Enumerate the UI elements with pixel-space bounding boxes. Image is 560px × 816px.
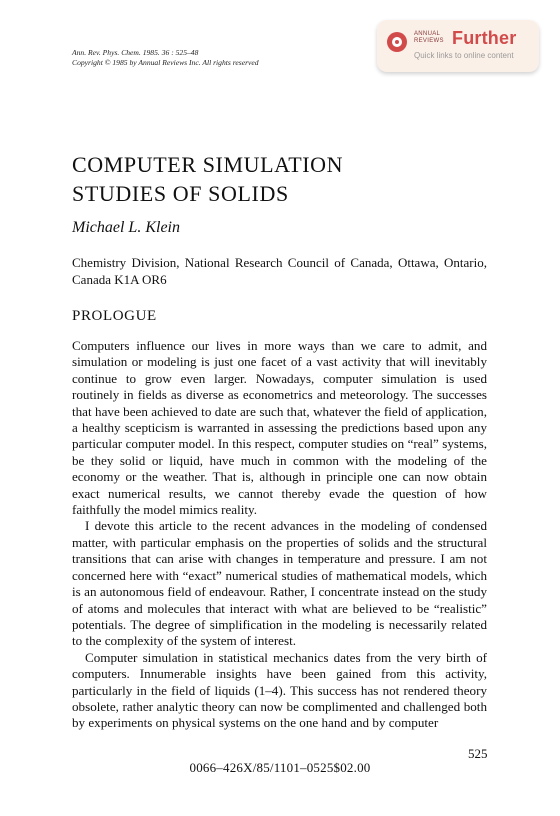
author-affiliation: Chemistry Division, National Research Council of Canada, Ottawa, Ontario, Canada K1A OR6 bbox=[72, 255, 487, 287]
title-line-2: STUDIES OF SOLIDS bbox=[72, 181, 289, 206]
further-banner[interactable] bbox=[377, 20, 539, 72]
paragraph: Computers influence our lives in more ways than we care to admit, and simulation or modeling is just one facet of a vast activity that will inevitably continue to grow even larger. Nowadays, computer simulation is used routinely in fields as diverse as econometrics and meteorology. The successes that have been achieved to date are such that, whatever the field of application, a healthy scepticism is warranted in assessing the predictions based upon any particular computer model. In this respect, computer studies on “real” systems, be they solid or liquid, have much in common with the modeling of the economy or the weather. That is, although in principle one can now obtain exact numerical results, we cannot thereby evade the question of how faithfully the model mimics reality. bbox=[72, 338, 487, 518]
banner-further-label[interactable]: Further bbox=[452, 28, 517, 48]
title-line-1: COMPUTER SIMULATION bbox=[72, 152, 344, 177]
article-title bbox=[72, 150, 343, 208]
banner-brand-line2: REVIEWS bbox=[414, 38, 444, 44]
header-meta bbox=[72, 48, 259, 68]
paragraph: I devote this article to the recent advances in the modeling of condensed matter, with particular emphasis on the properties of solids and the structural transitions that can arise with changes in temperature and pressure. I am not concerned here with “exact” numerical studies of mathematical models, which is an autonomous field of endeavour. Rather, I concentrate instead on the study of atoms and molecules that interact with what are believed to be “realistic” potentials. The degree of simplification in the modeling is necessarily related to the complexity of the system of interest. bbox=[72, 518, 487, 649]
copyright-notice: Copyright © 1985 by Annual Reviews Inc. All rights reserved bbox=[72, 58, 259, 67]
paragraph: Computer simulation in statistical mechanics dates from the very birth of computers. Innumerable insights have been gained from this activity, particularly in the field of liquids (1–4). This success has not rendered theory obsolete, rather analytic theory can now be complimented and challenged both by experiments on physical systems on the one hand and by computer bbox=[72, 649, 487, 731]
footer-code: 0066–426X/85/1101–0525$02.00 bbox=[189, 760, 371, 775]
page-number: 525 bbox=[468, 746, 488, 761]
banner-subtitle[interactable]: Quick links to online content bbox=[414, 51, 514, 60]
annual-reviews-logo-icon bbox=[387, 32, 407, 52]
journal-citation: Ann. Rev. Phys. Chem. 1985. 36 : 525–48 bbox=[72, 48, 199, 57]
author-name: Michael L. Klein bbox=[72, 219, 180, 236]
section-heading: PROLOGUE bbox=[72, 308, 157, 324]
body-text bbox=[72, 338, 487, 732]
banner-brand bbox=[414, 31, 444, 45]
banner-brand-line1: ANNUAL bbox=[414, 31, 441, 37]
